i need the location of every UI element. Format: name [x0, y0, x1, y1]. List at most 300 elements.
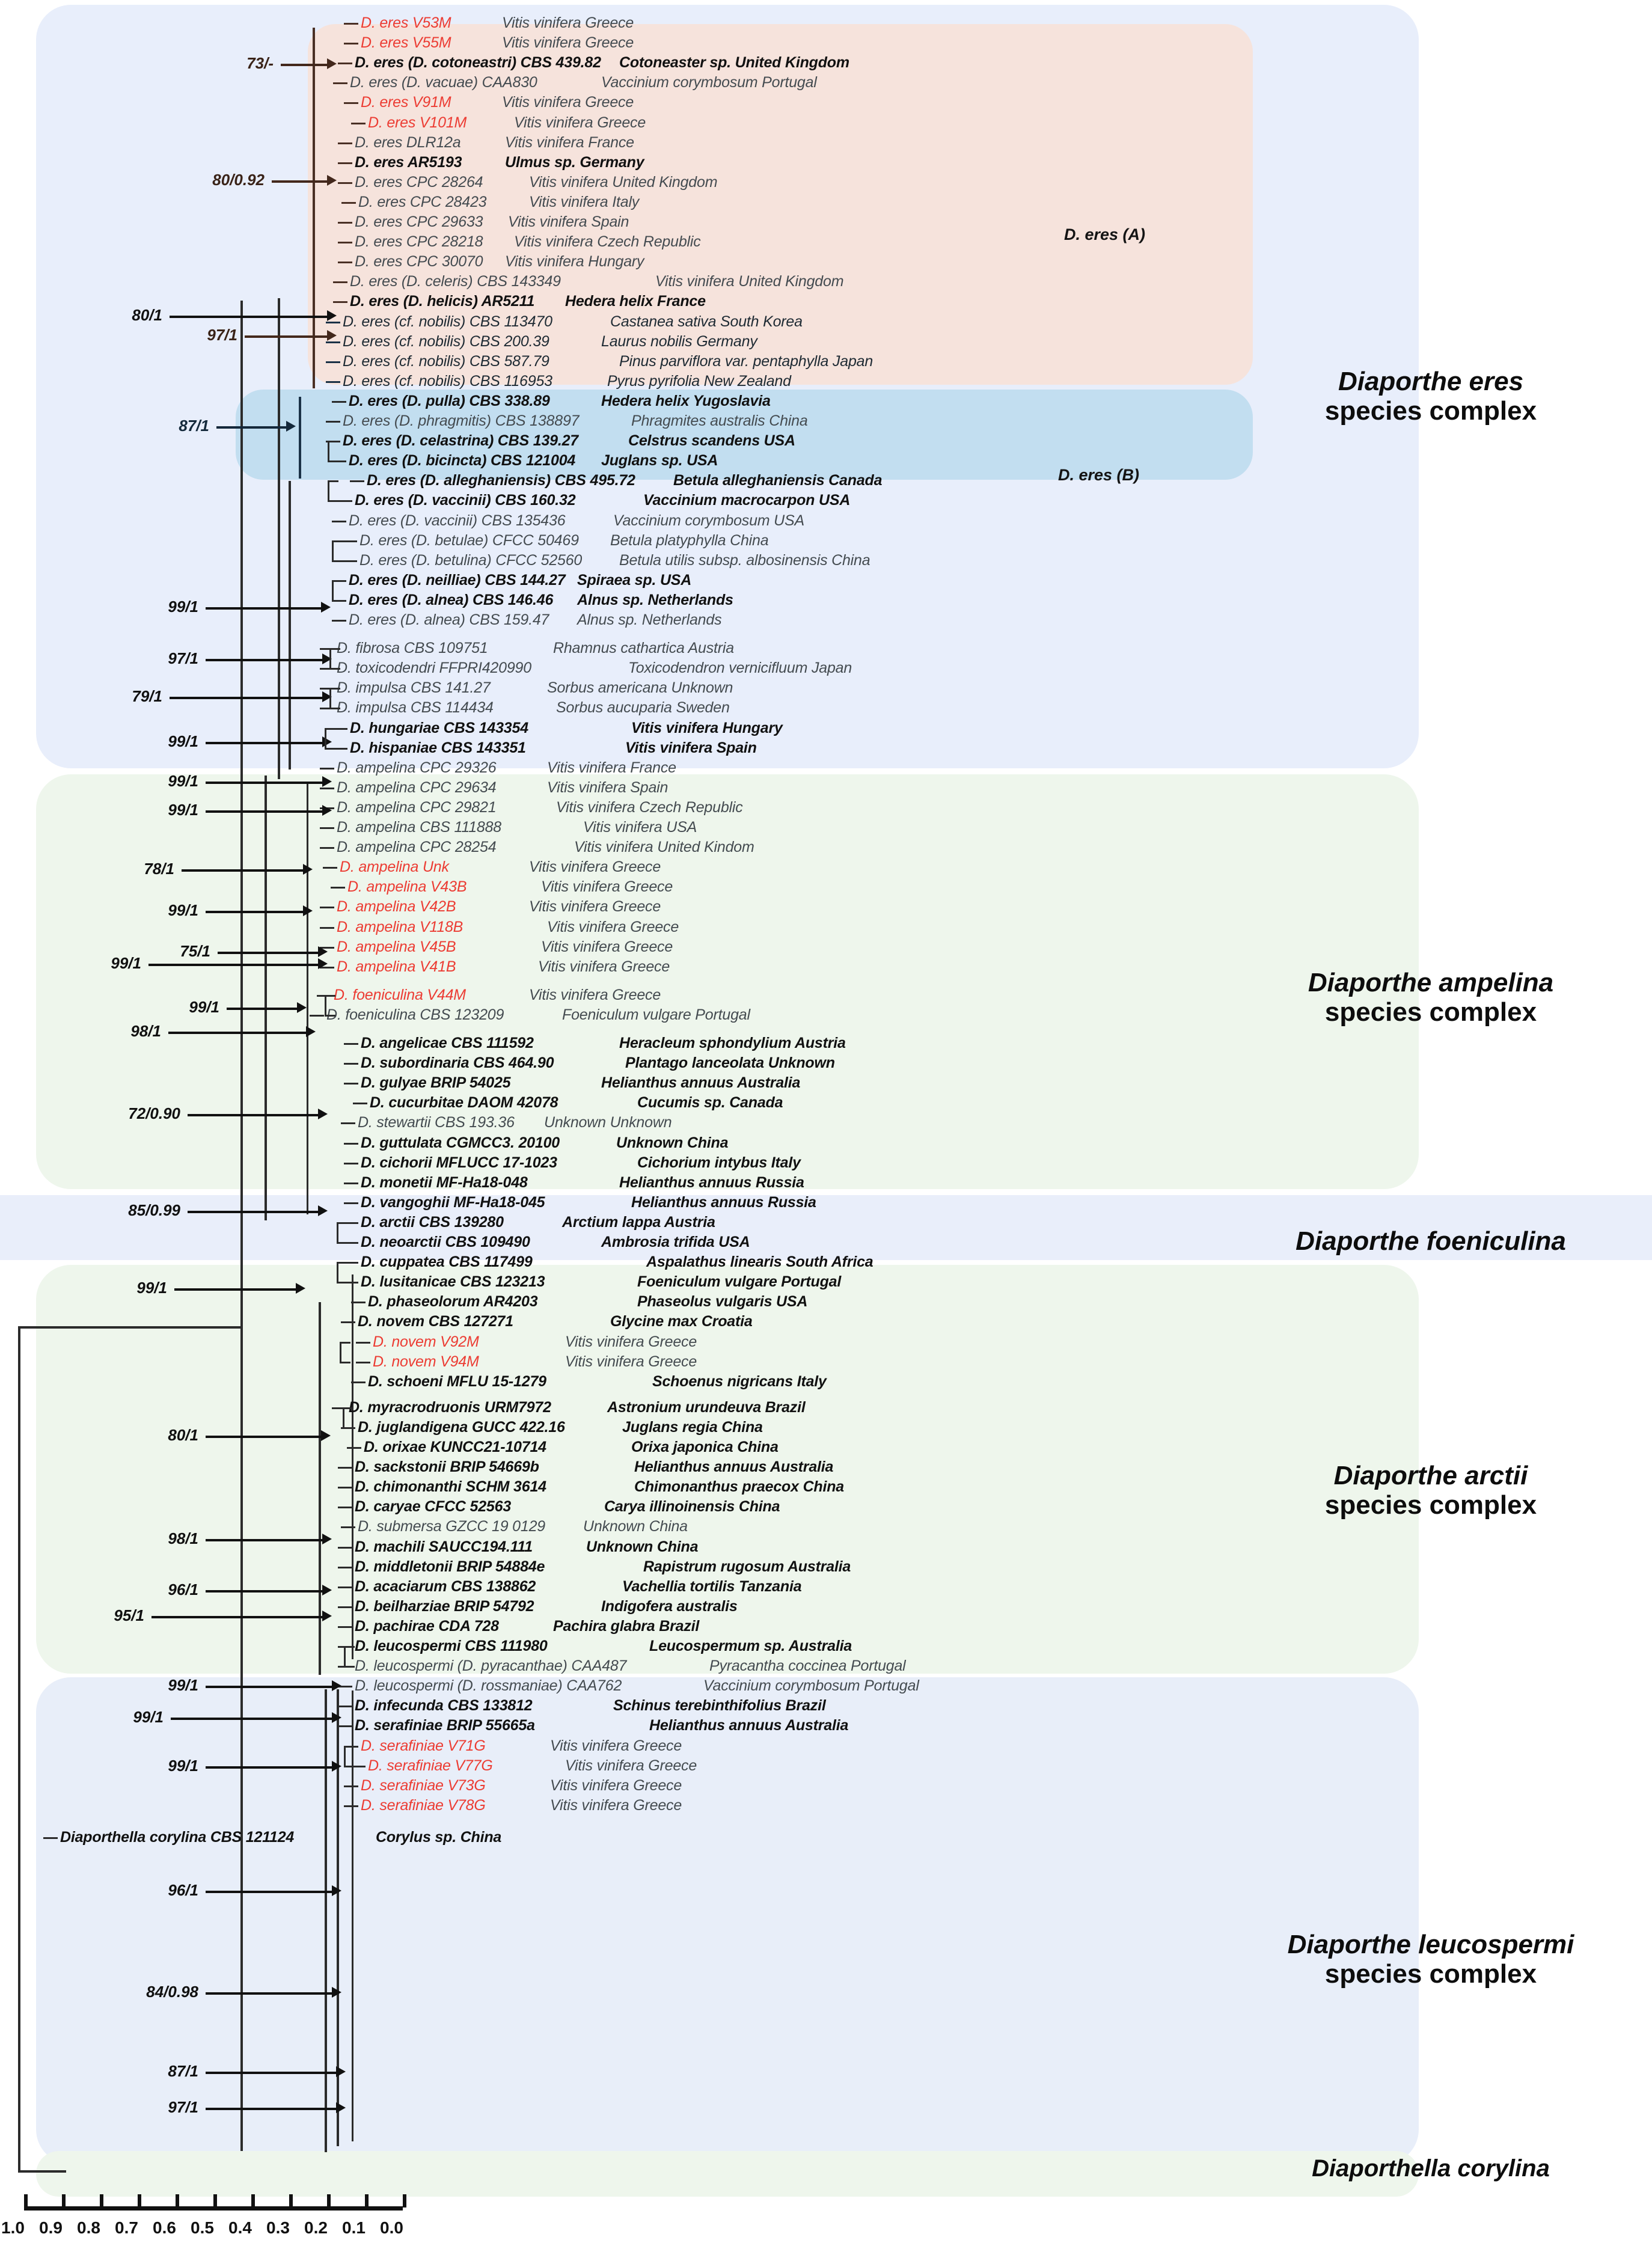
- taxon-row: [337, 759, 676, 776]
- taxon-name: D. eres (D. helicis) AR5211: [350, 293, 535, 310]
- tree-branch-horizontal: [340, 1362, 350, 1363]
- taxon-row: [355, 213, 629, 230]
- taxon-host: Vitis vinifera Czech Republic: [556, 798, 743, 816]
- taxon-name: D. eres V55M: [361, 34, 451, 52]
- leaf-tip-tick: [344, 43, 358, 44]
- complex-title-line1: Diaporthe ampelina: [1308, 968, 1554, 997]
- taxon-host: Vitis vinifera Greece: [550, 1796, 682, 1814]
- taxon-row: [368, 1293, 808, 1311]
- leaf-tip-tick: [338, 1567, 352, 1568]
- taxon-host: Helianthus annuus Australia: [601, 1074, 801, 1092]
- taxon-row: [350, 74, 817, 91]
- support-arrow-head: [327, 310, 337, 321]
- tree-branch-vertical: [340, 1342, 341, 1362]
- support-arrow-line: [206, 1891, 333, 1893]
- scale-tick: [327, 2194, 331, 2208]
- taxon-name: D. novem V92M: [373, 1333, 479, 1350]
- taxon-row: [343, 412, 808, 429]
- taxon-host: Unknown China: [583, 1518, 688, 1535]
- taxon-name: D. eres (D. alnea) CBS 146.46: [349, 591, 554, 608]
- tree-branch-root-top: [18, 1326, 242, 1329]
- taxon-host: Astronium urundeuva Brazil: [607, 1398, 806, 1416]
- taxon-row: [355, 153, 644, 171]
- taxon-name: D. novem V94M: [373, 1353, 479, 1370]
- tree-branch-horizontal: [337, 1262, 347, 1264]
- leaf-tip-tick: [338, 1467, 352, 1469]
- taxon-host: Vitis vinifera France: [505, 133, 634, 151]
- scale-tick: [62, 2194, 66, 2208]
- taxon-row: [368, 1757, 697, 1774]
- taxon-row: [337, 839, 754, 856]
- taxon-host: Vitis vinifera Greece: [538, 958, 670, 975]
- taxon-name: D. caryae CFCC 52563: [355, 1498, 512, 1516]
- leaf-tip-tick: [333, 301, 347, 303]
- taxon-host: Schinus terebinthifolius Brazil: [613, 1697, 826, 1715]
- support-arrow-head: [306, 1026, 316, 1037]
- support-arrow-line: [281, 64, 328, 66]
- taxon-name: D. subordinaria CBS 464.90: [361, 1054, 554, 1072]
- leaf-tip-tick: [341, 1122, 355, 1124]
- taxon-name: D. stewartii CBS 193.36: [358, 1114, 515, 1131]
- taxon-row: [368, 114, 646, 131]
- support-arrow-head: [327, 58, 337, 69]
- taxon-row: [355, 1638, 852, 1654]
- complex-title-ampelina: [1232, 968, 1629, 1027]
- taxon-name: D. juglandigena GUCC 422.16: [358, 1418, 565, 1436]
- leaf-tip-tick: [338, 1626, 352, 1628]
- support-arrow-line: [168, 1032, 307, 1034]
- taxon-name: D. schoeni MFLU 15-1279: [368, 1372, 546, 1390]
- tree-branch-horizontal: [337, 1222, 347, 1224]
- support-arrow-line: [216, 426, 287, 429]
- taxon-row: [361, 1253, 873, 1271]
- taxon-host: Sorbus americana Unknown: [547, 679, 733, 697]
- taxon-row: [350, 739, 757, 756]
- taxon-row: [355, 492, 851, 509]
- taxon-row: [370, 1094, 783, 1112]
- taxon-row: [337, 779, 668, 796]
- leaf-tip-tick: [320, 907, 334, 908]
- support-value-label: 84/0.98: [146, 1983, 198, 2001]
- taxon-name: D. fibrosa CBS 109751: [337, 640, 488, 657]
- tree-branch-vertical: [329, 688, 331, 708]
- taxon-row: [373, 1333, 697, 1350]
- leaf-tip-tick: [351, 123, 366, 124]
- taxon-row: [361, 1737, 682, 1754]
- taxon-name: D. eres (D. pulla) CBS 338.89: [349, 392, 550, 409]
- tree-branch-vertical: [332, 580, 334, 600]
- scale-bar: [1, 2194, 421, 2248]
- taxon-host: Toxicodendron vernicifluum Japan: [628, 659, 852, 677]
- tree-branch-vertical: [337, 1222, 338, 1242]
- taxon-name: D. eres CPC 29633: [355, 213, 483, 230]
- taxon-host: Heracleum sphondylium Austria: [619, 1035, 846, 1051]
- taxon-name: D. leucospermi (D. pyracanthae) CAA487: [355, 1657, 627, 1675]
- taxon-name: D. hispaniae CBS 143351: [350, 739, 526, 756]
- tree-branch-horizontal: [325, 995, 335, 997]
- taxon-name: D. leucospermi (D. rossmaniae) CAA762: [355, 1677, 622, 1695]
- taxon-host: Alnus sp. Netherlands: [577, 611, 722, 628]
- taxon-host: Orixa japonica China: [631, 1439, 779, 1455]
- taxon-row: [358, 193, 640, 210]
- taxon-name: D. eres V91M: [361, 94, 451, 111]
- leaf-tip-tick: [344, 1063, 358, 1065]
- taxon-row: [361, 1776, 682, 1794]
- taxon-host: Betula platyphylla China: [610, 531, 769, 549]
- subclade-tag-label: D. eres (B): [1058, 466, 1140, 484]
- leaf-tip-tick: [344, 23, 358, 25]
- support-arrow-line: [170, 697, 323, 699]
- tree-branch-horizontal: [329, 688, 340, 690]
- support-value-label: 99/1: [189, 998, 219, 1016]
- taxon-host: Vitis vinifera Spain: [625, 739, 757, 756]
- taxon-host: Pinus parviflora var. pentaphylla Japan: [619, 352, 873, 370]
- tree-branch-vertical: [343, 1407, 344, 1427]
- taxon-host: Vitis vinifera Greece: [514, 114, 646, 131]
- leaf-tip-tick: [344, 102, 358, 104]
- leaf-tip-tick: [320, 927, 334, 929]
- taxon-row: [343, 432, 795, 450]
- complex-title-outgroup: [1232, 2155, 1629, 2182]
- taxon-row: [343, 332, 757, 350]
- subclade-tag-eresA: [1064, 225, 1145, 244]
- taxon-name: D. infecunda CBS 133812: [355, 1697, 533, 1715]
- support-value-label: 75/1: [180, 942, 210, 960]
- support-arrow-line: [206, 1590, 323, 1593]
- leaf-tip-tick: [338, 142, 352, 144]
- taxon-name: D. arctii CBS 139280: [361, 1213, 504, 1231]
- scale-tick: [251, 2194, 255, 2208]
- leaf-tip-tick: [351, 1381, 366, 1383]
- taxon-host: Phragmites australis China: [631, 412, 808, 429]
- taxon-host: Vitis vinifera Greece: [565, 1353, 697, 1370]
- scale-tick: [138, 2194, 141, 2208]
- support-value-label: 99/1: [133, 1708, 164, 1726]
- complex-title-eres: [1232, 367, 1629, 426]
- leaf-tip-tick: [356, 1342, 370, 1344]
- taxon-row: [355, 1577, 802, 1595]
- support-value-label: 98/1: [130, 1022, 161, 1040]
- taxon-host: Vitis vinifera Greece: [550, 1737, 682, 1754]
- taxon-host: Vitis vinifera Greece: [529, 898, 661, 916]
- taxon-name: D. hungariae CBS 143354: [350, 719, 528, 736]
- taxon-name: Diaporthella corylina CBS 121124: [60, 1828, 295, 1846]
- leaf-tip-tick: [326, 341, 340, 343]
- taxon-host: Hedera helix France: [565, 293, 706, 310]
- complex-title-line1: Diaporthe leucospermi: [1287, 1930, 1574, 1959]
- taxon-row: [355, 1558, 851, 1575]
- taxon-host: Helianthus annuus Australia: [634, 1458, 834, 1476]
- taxon-row: [355, 1458, 834, 1476]
- taxon-name: D. eres (D. vaccinii) CBS 135436: [349, 512, 566, 529]
- leaf-tip-tick: [338, 1606, 352, 1608]
- taxon-name: D. eres (D. celastrina) CBS 139.27: [343, 432, 579, 450]
- taxon-row: [337, 640, 734, 657]
- taxon-host: Ulmus sp. Germany: [505, 153, 644, 171]
- taxon-name: D. leucospermi CBS 111980: [355, 1638, 548, 1654]
- support-value-label: 79/1: [132, 687, 162, 705]
- leaf-tip-tick: [344, 1785, 358, 1787]
- taxon-row: [358, 1313, 753, 1330]
- tree-branch-horizontal: [329, 668, 340, 670]
- taxon-row: [361, 94, 634, 111]
- taxon-host: Vitis vinifera USA: [583, 819, 697, 836]
- taxon-name: D. eres (cf. nobilis) CBS 200.39: [343, 332, 549, 350]
- taxon-host: Laurus nobilis Germany: [601, 332, 757, 350]
- support-arrow-head: [318, 958, 328, 969]
- leaf-tip-tick: [338, 222, 352, 224]
- support-arrow-head: [327, 330, 337, 341]
- taxon-host: Vitis vinifera Italy: [529, 193, 640, 210]
- scale-tick-label: 0.8: [77, 2218, 100, 2237]
- subclade-tag-label: D. eres (A): [1064, 225, 1146, 243]
- taxon-row: [349, 392, 771, 409]
- taxon-name: D. serafiniae V77G: [368, 1757, 493, 1774]
- complex-title-leucospermi: [1232, 1930, 1629, 1989]
- tree-branch-horizontal: [329, 708, 340, 709]
- support-value-label: 99/1: [111, 954, 141, 972]
- taxon-row: [361, 1154, 801, 1171]
- support-value-label: 78/1: [144, 860, 174, 878]
- support-arrow-line: [206, 2072, 337, 2074]
- leaf-tip-tick: [320, 847, 334, 849]
- support-value-label: 80/1: [132, 306, 162, 324]
- taxon-row: [361, 1796, 682, 1814]
- taxon-host: Vitis vinifera Greece: [565, 1757, 697, 1774]
- taxon-name: D. ampelina V45B: [337, 938, 456, 955]
- support-arrow-head: [318, 946, 328, 957]
- taxon-host: Juglans sp. USA: [601, 452, 718, 470]
- support-value-label: 99/1: [168, 1676, 198, 1694]
- taxon-host: Vitis vinifera United Kingdom: [529, 173, 718, 191]
- taxon-row: [361, 14, 634, 31]
- support-arrow-head: [296, 1283, 305, 1294]
- taxon-host: Vitis vinifera Greece: [541, 878, 673, 896]
- support-value-label: 99/1: [168, 732, 198, 750]
- taxon-host: Vitis vinifera Spain: [547, 779, 668, 796]
- leaf-tip-tick: [344, 1163, 358, 1164]
- taxon-host: Vitis vinifera Greece: [502, 14, 634, 31]
- support-value-label: 97/1: [168, 649, 198, 667]
- leaf-tip-tick: [344, 1083, 358, 1085]
- leaf-tip-tick: [344, 1143, 358, 1145]
- tree-branch-horizontal: [340, 1342, 350, 1344]
- taxon-host: Vaccinium macrocarpon USA: [643, 492, 851, 509]
- taxon-row: [361, 1035, 846, 1051]
- support-arrow-head: [318, 1205, 328, 1216]
- support-value-label: 99/1: [168, 801, 198, 819]
- leaf-tip-tick: [341, 1321, 355, 1323]
- taxon-name: D. eres (D. neilliae) CBS 144.27: [349, 571, 566, 589]
- taxon-host: Vitis vinifera Hungary: [631, 719, 783, 736]
- support-value-label: 80/0.92: [212, 171, 265, 189]
- support-value-label: 99/1: [168, 598, 198, 616]
- support-arrow-head: [322, 1585, 332, 1596]
- tree-branch-horizontal: [344, 1646, 355, 1648]
- taxon-row: [373, 1353, 697, 1370]
- tree-branch-vertical: [332, 540, 334, 560]
- taxon-row: [326, 1006, 750, 1023]
- taxon-host: Vitis vinifera Greece: [502, 34, 634, 52]
- support-arrow-line: [151, 1616, 323, 1618]
- taxon-host: Pachira glabra Brazil: [553, 1617, 700, 1635]
- taxon-row: [337, 659, 852, 677]
- complex-title-line1: Diaporthe arctii: [1333, 1461, 1528, 1490]
- tree-branch-vertical: [328, 441, 329, 460]
- taxon-name: D. acaciarum CBS 138862: [355, 1577, 536, 1595]
- support-arrow-head: [321, 602, 331, 613]
- leaf-tip-tick: [320, 768, 334, 769]
- support-value-label: 99/1: [168, 772, 198, 790]
- taxon-host: Vitis vinifera Greece: [541, 938, 673, 955]
- taxon-name: D. pachirae CDA 728: [355, 1617, 499, 1635]
- taxon-name: D. eres CPC 28423: [358, 193, 487, 210]
- support-arrow-line: [206, 2108, 337, 2110]
- support-arrow-head: [322, 736, 332, 747]
- taxon-row: [337, 958, 670, 975]
- taxon-row: [361, 1134, 729, 1151]
- taxon-name: D. impulsa CBS 114434: [337, 699, 494, 717]
- taxon-row: [359, 531, 769, 549]
- taxon-row: [60, 1828, 502, 1846]
- tree-branch-vertical: [337, 1262, 338, 1282]
- taxon-row: [349, 611, 722, 628]
- support-arrow-head: [336, 2102, 346, 2113]
- taxon-name: D. myracrodruonis URM7972: [349, 1398, 551, 1416]
- taxon-host: Aspalathus linearis South Africa: [646, 1253, 873, 1271]
- tree-branch-outgroup: [18, 2170, 66, 2173]
- tree-branch-horizontal: [325, 748, 335, 750]
- support-arrow-line: [206, 782, 323, 784]
- scale-tick-label: 0.7: [115, 2218, 138, 2237]
- taxon-name: D. monetii MF-Ha18-048: [361, 1173, 528, 1191]
- taxon-host: Vitis vinifera Greece: [502, 94, 634, 111]
- taxon-host: Vitis vinifera United Kingdom: [655, 273, 844, 290]
- taxon-host: Glycine max Croatia: [610, 1313, 753, 1330]
- complex-title-line2: species complex: [1324, 997, 1537, 1027]
- scale-tick-label: 0.2: [304, 2218, 328, 2237]
- support-arrow-line: [182, 869, 304, 872]
- taxon-name: D. eres (D. bicincta) CBS 121004: [349, 452, 576, 470]
- support-arrow-line: [171, 1718, 333, 1720]
- taxon-name: D. toxicodendri FFPRI420990: [337, 659, 531, 677]
- scale-tick: [176, 2194, 179, 2208]
- taxon-host: Cichorium intybus Italy: [637, 1154, 801, 1171]
- tree-branch-horizontal: [332, 540, 343, 542]
- tree-backbone-main: [240, 1326, 243, 2151]
- taxon-name: D. orixae KUNCC21-10714: [364, 1439, 546, 1455]
- leaf-tip-tick: [326, 381, 340, 383]
- support-value-label: 99/1: [168, 1757, 198, 1775]
- taxon-name: D. eres (D. phragmitis) CBS 138897: [343, 412, 580, 429]
- taxon-row: [361, 1074, 801, 1092]
- leaf-tip-tick: [356, 1362, 370, 1363]
- leaf-tip-tick: [338, 1706, 352, 1707]
- taxon-name: D. serafiniae V73G: [361, 1776, 486, 1794]
- leaf-tip-tick: [43, 1837, 58, 1839]
- leaf-tip-tick: [333, 82, 347, 84]
- taxon-host: Ambrosia trifida USA: [601, 1234, 750, 1250]
- taxon-host: Pyracantha coccinea Portugal: [709, 1657, 906, 1675]
- taxon-host: Leucospermum sp. Australia: [649, 1638, 852, 1654]
- support-value-label: 73/-: [246, 54, 274, 72]
- support-arrow-line: [206, 1766, 333, 1769]
- taxon-name: D. beilharziae BRIP 54792: [355, 1597, 534, 1615]
- taxon-row: [350, 719, 783, 736]
- support-value-label: 87/1: [168, 2062, 198, 2080]
- leaf-tip-tick: [341, 1526, 355, 1528]
- taxon-row: [361, 1054, 835, 1072]
- taxon-name: D. serafiniae V71G: [361, 1737, 486, 1754]
- leaf-tip-tick: [326, 421, 340, 423]
- leaf-tip-tick: [331, 887, 345, 889]
- leaf-tip-tick: [333, 281, 347, 283]
- taxon-host: Celstrus scandens USA: [628, 432, 795, 450]
- taxon-row: [359, 551, 870, 569]
- tree-node-eresA-spine: [313, 28, 315, 388]
- taxon-host: Spiraea sp. USA: [577, 571, 692, 589]
- support-arrow-line: [218, 952, 319, 954]
- support-arrow-line: [188, 1114, 319, 1116]
- tree-node-ampelina: [265, 776, 267, 1220]
- taxon-name: D. eres (D. alnea) CBS 159.47: [349, 611, 549, 628]
- taxon-row: [349, 512, 804, 529]
- taxon-name: D. ampelina CBS 111888: [337, 819, 502, 836]
- taxon-row: [355, 233, 701, 251]
- taxon-name: D. ampelina CPC 29326: [337, 759, 497, 776]
- panel-outgroup: [36, 2151, 1419, 2197]
- taxon-row: [361, 1213, 715, 1231]
- taxon-host: Vitis vinifera Hungary: [505, 253, 644, 271]
- tree-branch-horizontal: [344, 1766, 355, 1767]
- leaf-tip-tick: [344, 1043, 358, 1045]
- taxon-host: Sorbus aucuparia Sweden: [556, 699, 730, 717]
- taxon-host: Vitis vinifera Greece: [550, 1776, 682, 1794]
- taxon-host: Carya illinoinensis China: [604, 1498, 780, 1516]
- support-arrow-head: [297, 1002, 307, 1013]
- taxon-name: D. eres (cf. nobilis) CBS 587.79: [343, 352, 549, 370]
- taxon-name: D. cucurbitae DAOM 42078: [370, 1094, 558, 1112]
- taxon-name: D. guttulata CGMCC3. 20100: [361, 1134, 560, 1151]
- support-arrow-line: [206, 1992, 333, 1995]
- scale-tick: [403, 2194, 406, 2208]
- leaf-tip-tick: [351, 1302, 366, 1303]
- complex-title-line1: Diaporthe eres: [1338, 367, 1524, 396]
- support-arrow-line: [206, 742, 323, 744]
- leaf-tip-tick: [338, 242, 352, 243]
- taxon-host: Vachellia tortilis Tanzania: [622, 1577, 802, 1595]
- tree-backbone-upper: [240, 301, 243, 1335]
- support-value-label: 97/1: [168, 2098, 198, 2116]
- tree-branch-vertical: [344, 1746, 346, 1766]
- leaf-tip-tick: [343, 540, 357, 542]
- support-arrow-line: [206, 1539, 323, 1541]
- taxon-row: [355, 133, 634, 151]
- taxon-name: D. ampelina CPC 28254: [337, 839, 497, 856]
- taxon-host: Betula alleghaniensis Canada: [673, 472, 883, 489]
- support-arrow-head: [332, 1680, 341, 1691]
- leaf-tip-tick: [332, 521, 346, 522]
- support-arrow-head: [303, 864, 313, 875]
- leaf-tip-tick: [332, 401, 346, 403]
- taxon-row: [355, 1677, 919, 1695]
- support-arrow-head: [322, 776, 332, 787]
- leaf-tip-tick: [338, 500, 352, 502]
- taxon-row: [367, 472, 883, 489]
- support-value-label: 87/1: [179, 417, 209, 435]
- tree-branch-horizontal: [328, 460, 338, 462]
- taxon-row: [358, 1518, 688, 1535]
